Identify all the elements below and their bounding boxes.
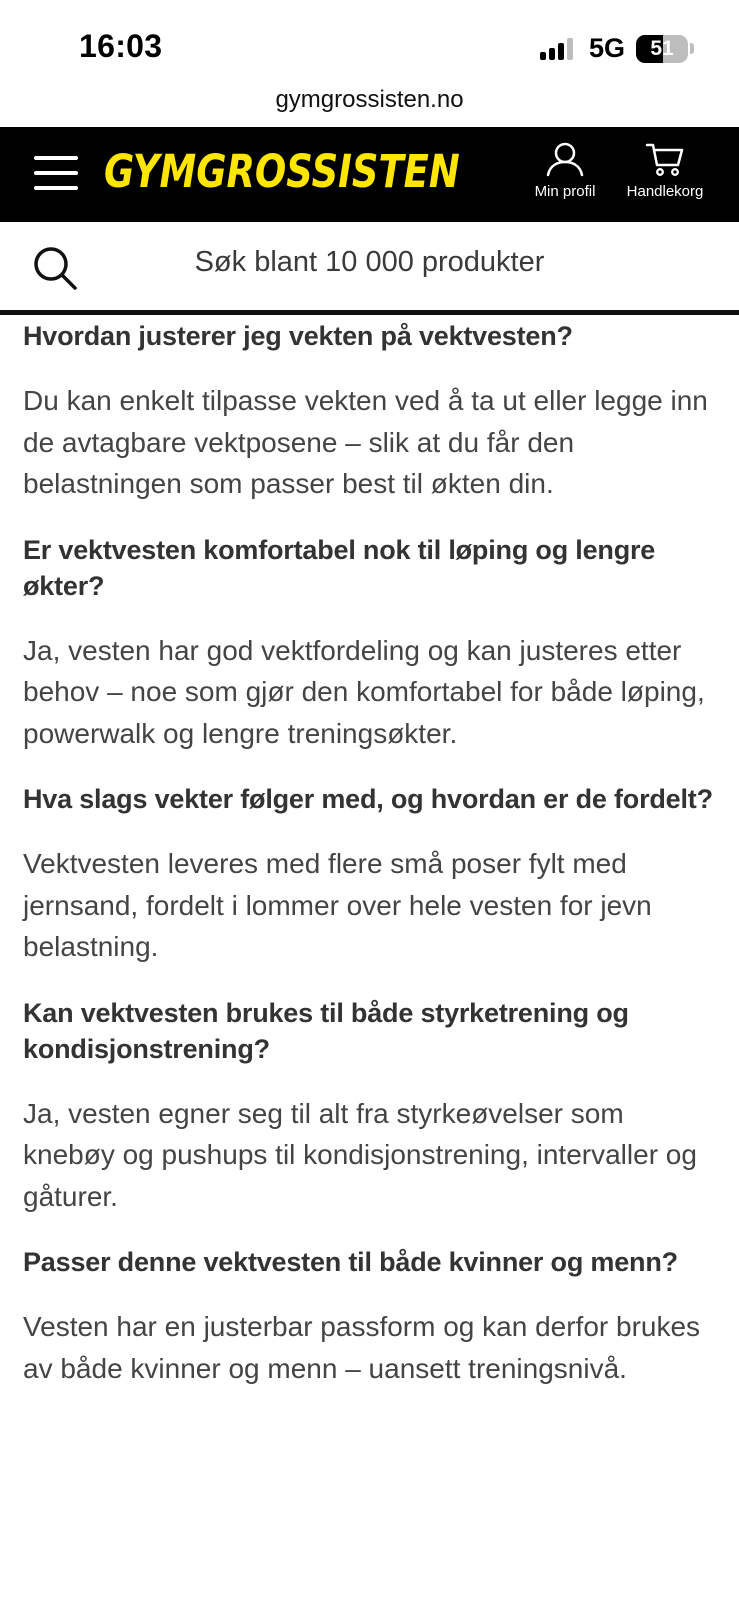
user-icon: [545, 141, 585, 177]
faq-question: Kan vektvesten brukes til både styrketrening og kondisjonstrening?: [23, 997, 629, 1064]
site-logo[interactable]: GYMGROSSISTEN: [104, 145, 460, 198]
site-header: [0, 127, 739, 222]
faq-answer: Ja, vesten egner seg til alt fra styrkeøvelser som knebøy og pushups til kondisjonstrening, intervaller og gåturer.: [23, 1097, 697, 1212]
faq-answer: Vesten har en justerbar passform og kan derfor brukes av både kvinner og menn – uansett treningsnivå.: [23, 1311, 701, 1384]
cart-button[interactable]: [622, 141, 708, 200]
faq-question: Passer denne vektvesten til både kvinner og menn?: [23, 1247, 678, 1277]
faq-question: Hvordan justerer jeg vekten på vektvesten?: [23, 321, 573, 351]
battery-percent: 51: [650, 37, 674, 60]
network-type: 5G: [589, 33, 626, 63]
faq-answer: Du kan enkelt tilpasse vekten ved å ta ut eller legge inn de avtagbare vektposene – slik at du får den belastningen som passer best til økten din.: [23, 385, 708, 499]
menu-icon[interactable]: [34, 154, 78, 192]
signal-icon: [540, 38, 576, 60]
faq-question: Er vektvesten komfortabel nok til løping og lengre økter?: [23, 534, 656, 601]
faq-answer: Vektvesten leveres med flere små poser fylt med jernsand, fordelt i lommer over hele vesten for jevn belastning.: [23, 848, 652, 962]
cart-icon: [645, 141, 685, 177]
battery-icon: [636, 35, 688, 63]
search-bar[interactable]: [0, 222, 739, 315]
status-time: 16:03: [79, 28, 163, 64]
cart-label: Handlekorg: [626, 183, 704, 200]
battery-cap: [690, 43, 694, 54]
search-input[interactable]: Søk blant 10 000 produkter: [194, 246, 545, 278]
faq-answer: Ja, vesten har god vektfordeling og kan justeres etter behov – noe som gjør den komfortabel for både løping, powerwalk og lengre treningsøkter.: [23, 634, 705, 749]
profile-button[interactable]: [530, 141, 600, 200]
faq-section: [23, 318, 718, 1389]
address-bar-url[interactable]: gymgrossisten.no: [275, 86, 464, 113]
profile-label: Min profil: [534, 183, 596, 200]
status-bar: [0, 0, 739, 84]
faq-question: Hva slags vekter følger med, og hvordan er de fordelt?: [23, 784, 713, 814]
